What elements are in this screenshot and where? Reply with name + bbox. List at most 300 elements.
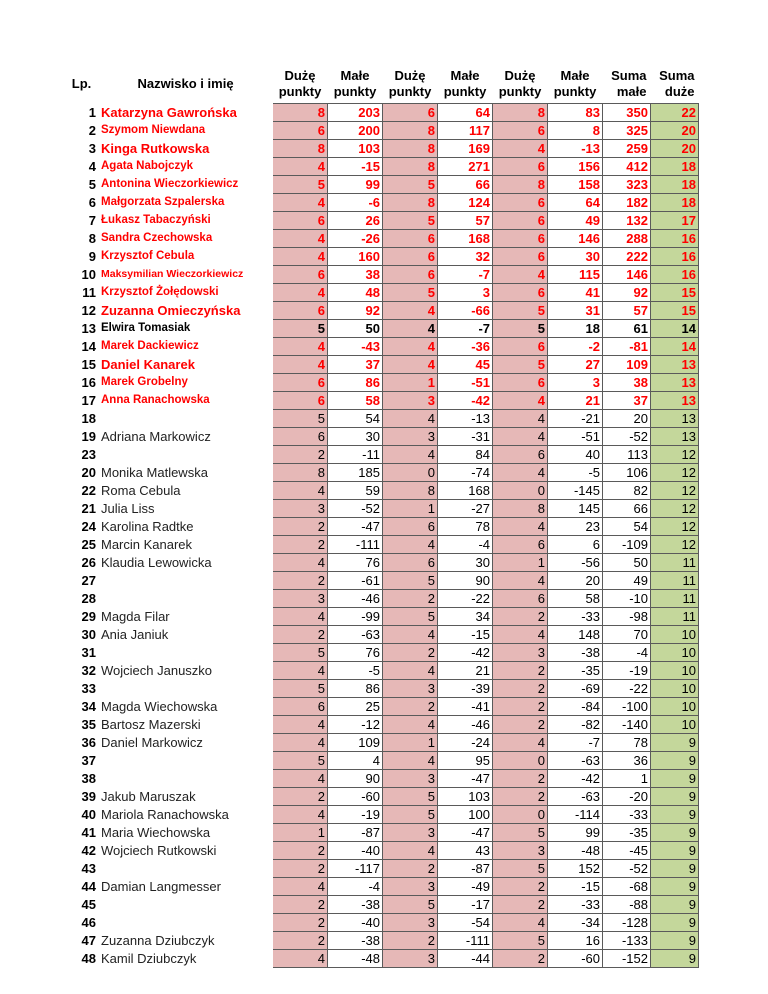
cell-col-6: -48: [548, 841, 603, 859]
header-lp: Lp.: [71, 75, 92, 91]
cell-col-6: 6: [548, 535, 603, 553]
cell-col-8: 17: [651, 211, 699, 229]
row-number: 35: [65, 715, 99, 733]
cell-col-6: 156: [548, 157, 603, 175]
cell-col-3: 4: [383, 715, 438, 733]
table-row: [65, 841, 699, 859]
cell-col-8: 9: [651, 787, 699, 805]
cell-col-6: -35: [548, 661, 603, 679]
cell-col-6: 40: [548, 445, 603, 463]
cell-col-4: 90: [438, 571, 493, 589]
cell-col-3: 4: [383, 535, 438, 553]
cell-col-8: 14: [651, 319, 699, 337]
cell-col-4: 271: [438, 157, 493, 175]
cell-col-1: 8: [273, 103, 328, 121]
cell-col-8: 9: [651, 823, 699, 841]
table-row: [65, 373, 699, 391]
cell-col-4: 21: [438, 661, 493, 679]
cell-col-7: 61: [603, 319, 651, 337]
cell-col-3: 4: [383, 319, 438, 337]
header-col-1: Dużę punkty: [278, 67, 322, 99]
cell-col-3: 0: [383, 463, 438, 481]
cell-col-2: -60: [328, 787, 383, 805]
cell-col-4: -7: [438, 265, 493, 283]
cell-col-2: 58: [328, 391, 383, 409]
cell-col-3: 5: [383, 175, 438, 193]
cell-col-7: -35: [603, 823, 651, 841]
cell-col-3: 4: [383, 841, 438, 859]
cell-col-5: 5: [493, 355, 548, 373]
cell-col-1: 5: [273, 409, 328, 427]
cell-col-7: 222: [603, 247, 651, 265]
cell-col-4: 103: [438, 787, 493, 805]
row-name: Jakub Maruszak: [99, 787, 273, 805]
table-row: [65, 895, 699, 913]
cell-col-1: 2: [273, 841, 328, 859]
cell-col-6: -42: [548, 769, 603, 787]
cell-col-5: 2: [493, 715, 548, 733]
cell-col-7: 38: [603, 373, 651, 391]
row-number: 7: [65, 211, 99, 229]
table-row: [65, 679, 699, 697]
header-name: Nazwisko i imię: [137, 75, 234, 91]
cell-col-2: -4: [328, 877, 383, 895]
cell-col-8: 9: [651, 805, 699, 823]
cell-col-3: 5: [383, 283, 438, 301]
cell-col-1: 2: [273, 517, 328, 535]
cell-col-5: 0: [493, 751, 548, 769]
cell-col-1: 4: [273, 553, 328, 571]
cell-col-6: -51: [548, 427, 603, 445]
cell-col-7: 146: [603, 265, 651, 283]
cell-col-4: -36: [438, 337, 493, 355]
cell-col-8: 11: [651, 571, 699, 589]
table-row: [65, 535, 699, 553]
row-name: [99, 643, 273, 661]
cell-col-6: -56: [548, 553, 603, 571]
cell-col-8: 11: [651, 607, 699, 625]
header-col-3: Dużę punkty: [388, 67, 432, 99]
cell-col-5: 2: [493, 607, 548, 625]
table-row: [65, 571, 699, 589]
cell-col-3: 4: [383, 445, 438, 463]
cell-col-6: 145: [548, 499, 603, 517]
row-name: [99, 679, 273, 697]
row-number: 26: [65, 553, 99, 571]
cell-col-6: -34: [548, 913, 603, 931]
cell-col-3: 6: [383, 553, 438, 571]
cell-col-2: -52: [328, 499, 383, 517]
cell-col-3: 8: [383, 157, 438, 175]
cell-col-4: -44: [438, 949, 493, 967]
table-row: [65, 247, 699, 265]
cell-col-3: 2: [383, 643, 438, 661]
cell-col-4: -31: [438, 427, 493, 445]
cell-col-7: 132: [603, 211, 651, 229]
row-number: 45: [65, 895, 99, 913]
row-number: 43: [65, 859, 99, 877]
header-col-2: Małe punkty: [333, 67, 377, 99]
cell-col-6: 16: [548, 931, 603, 949]
cell-col-8: 13: [651, 355, 699, 373]
table-row: [65, 643, 699, 661]
row-name: Anna Ranachowska: [99, 391, 273, 409]
cell-col-4: -4: [438, 535, 493, 553]
row-name: Maria Wiechowska: [99, 823, 273, 841]
cell-col-1: 2: [273, 445, 328, 463]
cell-col-5: 2: [493, 769, 548, 787]
row-name: Julia Liss: [99, 499, 273, 517]
cell-col-2: -46: [328, 589, 383, 607]
cell-col-3: 8: [383, 193, 438, 211]
row-name: Magda Filar: [99, 607, 273, 625]
cell-col-2: -48: [328, 949, 383, 967]
cell-col-3: 2: [383, 931, 438, 949]
cell-col-4: -74: [438, 463, 493, 481]
cell-col-7: -128: [603, 913, 651, 931]
cell-col-7: -52: [603, 859, 651, 877]
row-number: 32: [65, 661, 99, 679]
cell-col-8: 9: [651, 877, 699, 895]
cell-col-4: 45: [438, 355, 493, 373]
cell-col-6: -60: [548, 949, 603, 967]
row-name: Marcin Kanarek: [99, 535, 273, 553]
cell-col-6: -38: [548, 643, 603, 661]
table-row: [65, 229, 699, 247]
cell-col-2: 25: [328, 697, 383, 715]
cell-col-1: 4: [273, 733, 328, 751]
cell-col-4: 100: [438, 805, 493, 823]
cell-col-5: 8: [493, 175, 548, 193]
cell-col-2: 185: [328, 463, 383, 481]
table-row: [65, 301, 699, 319]
cell-col-4: -41: [438, 697, 493, 715]
cell-col-2: 109: [328, 733, 383, 751]
cell-col-5: 4: [493, 913, 548, 931]
row-number: 18: [65, 409, 99, 427]
cell-col-5: 1: [493, 553, 548, 571]
table-row: [65, 319, 699, 337]
cell-col-1: 4: [273, 607, 328, 625]
cell-col-1: 2: [273, 571, 328, 589]
cell-col-4: 3: [438, 283, 493, 301]
table-row: [65, 121, 699, 139]
row-name: Zuzanna Dziubczyk: [99, 931, 273, 949]
cell-col-6: -33: [548, 607, 603, 625]
row-name: Antonina Wieczorkiewicz: [99, 175, 273, 193]
row-number: 30: [65, 625, 99, 643]
cell-col-5: 2: [493, 787, 548, 805]
table-row: [65, 931, 699, 949]
cell-col-7: -10: [603, 589, 651, 607]
cell-col-4: -51: [438, 373, 493, 391]
cell-col-2: 54: [328, 409, 383, 427]
cell-col-5: 2: [493, 679, 548, 697]
table-row: [65, 409, 699, 427]
cell-col-3: 2: [383, 859, 438, 877]
table-row: [65, 391, 699, 409]
cell-col-2: -111: [328, 535, 383, 553]
table-row: [65, 949, 699, 967]
cell-col-1: 4: [273, 877, 328, 895]
cell-col-7: 325: [603, 121, 651, 139]
cell-col-6: 20: [548, 571, 603, 589]
cell-col-8: 9: [651, 913, 699, 931]
cell-col-5: 2: [493, 949, 548, 967]
cell-col-3: 6: [383, 103, 438, 121]
cell-col-7: -100: [603, 697, 651, 715]
row-name: [99, 409, 273, 427]
cell-col-1: 2: [273, 535, 328, 553]
cell-col-6: 152: [548, 859, 603, 877]
row-name: Daniel Markowicz: [99, 733, 273, 751]
row-number: 33: [65, 679, 99, 697]
cell-col-3: 1: [383, 499, 438, 517]
cell-col-6: -15: [548, 877, 603, 895]
cell-col-4: -66: [438, 301, 493, 319]
row-name: [99, 859, 273, 877]
cell-col-2: -11: [328, 445, 383, 463]
cell-col-6: 30: [548, 247, 603, 265]
cell-col-4: -42: [438, 643, 493, 661]
table-row: [65, 877, 699, 895]
cell-col-7: 1: [603, 769, 651, 787]
row-name: Mariola Ranachowska: [99, 805, 273, 823]
cell-col-8: 22: [651, 103, 699, 121]
cell-col-8: 9: [651, 841, 699, 859]
row-number: 17: [65, 391, 99, 409]
row-number: 2: [65, 121, 99, 139]
cell-col-3: 2: [383, 589, 438, 607]
cell-col-8: 9: [651, 949, 699, 967]
row-name: Szymom Niewdana: [99, 121, 273, 139]
table-row: [65, 103, 699, 121]
row-number: 44: [65, 877, 99, 895]
row-name: [99, 445, 273, 463]
header-sum-small: Suma małe: [611, 67, 647, 99]
cell-col-1: 4: [273, 769, 328, 787]
cell-col-8: 9: [651, 733, 699, 751]
cell-col-8: 13: [651, 373, 699, 391]
cell-col-6: 158: [548, 175, 603, 193]
table-row: [65, 445, 699, 463]
row-name: Daniel Kanarek: [99, 355, 273, 373]
cell-col-6: -69: [548, 679, 603, 697]
cell-col-3: 4: [383, 625, 438, 643]
cell-col-7: 106: [603, 463, 651, 481]
cell-col-3: 4: [383, 355, 438, 373]
cell-col-5: 2: [493, 877, 548, 895]
cell-col-4: 30: [438, 553, 493, 571]
cell-col-6: -7: [548, 733, 603, 751]
cell-col-5: 6: [493, 283, 548, 301]
cell-col-8: 10: [651, 679, 699, 697]
row-number: 46: [65, 913, 99, 931]
header-col-4: Małe punkty: [443, 67, 487, 99]
cell-col-5: 6: [493, 229, 548, 247]
cell-col-1: 3: [273, 499, 328, 517]
row-number: 25: [65, 535, 99, 553]
cell-col-4: 66: [438, 175, 493, 193]
cell-col-4: -111: [438, 931, 493, 949]
cell-col-7: 50: [603, 553, 651, 571]
cell-col-5: 4: [493, 571, 548, 589]
cell-col-3: 3: [383, 769, 438, 787]
row-name: Magda Wiechowska: [99, 697, 273, 715]
cell-col-1: 4: [273, 157, 328, 175]
cell-col-8: 16: [651, 265, 699, 283]
row-name: Elwira Tomasiak: [99, 319, 273, 337]
cell-col-4: 168: [438, 481, 493, 499]
cell-col-3: 4: [383, 661, 438, 679]
table-row: [65, 913, 699, 931]
row-number: 8: [65, 229, 99, 247]
row-name: Bartosz Mazerski: [99, 715, 273, 733]
cell-col-8: 9: [651, 931, 699, 949]
cell-col-3: 3: [383, 949, 438, 967]
cell-col-3: 3: [383, 679, 438, 697]
cell-col-1: 2: [273, 913, 328, 931]
cell-col-7: -52: [603, 427, 651, 445]
row-name: Monika Matlewska: [99, 463, 273, 481]
cell-col-8: 18: [651, 157, 699, 175]
cell-col-3: 3: [383, 823, 438, 841]
row-number: 12: [65, 301, 99, 319]
cell-col-1: 6: [273, 301, 328, 319]
row-name: Krzysztof Cebula: [99, 247, 273, 265]
cell-col-7: 49: [603, 571, 651, 589]
cell-col-8: 13: [651, 427, 699, 445]
cell-col-6: 148: [548, 625, 603, 643]
cell-col-8: 16: [651, 229, 699, 247]
cell-col-4: -13: [438, 409, 493, 427]
cell-col-5: 6: [493, 211, 548, 229]
row-number: 16: [65, 373, 99, 391]
cell-col-8: 10: [651, 625, 699, 643]
row-name: Karolina Radtke: [99, 517, 273, 535]
cell-col-4: 43: [438, 841, 493, 859]
cell-col-6: 83: [548, 103, 603, 121]
row-number: 39: [65, 787, 99, 805]
cell-col-7: 54: [603, 517, 651, 535]
row-name: Sandra Czechowska: [99, 229, 273, 247]
cell-col-8: 12: [651, 481, 699, 499]
cell-col-3: 5: [383, 805, 438, 823]
cell-col-5: 6: [493, 121, 548, 139]
cell-col-4: -7: [438, 319, 493, 337]
row-number: 40: [65, 805, 99, 823]
cell-col-6: 18: [548, 319, 603, 337]
cell-col-6: -114: [548, 805, 603, 823]
cell-col-2: -5: [328, 661, 383, 679]
cell-col-1: 2: [273, 787, 328, 805]
cell-col-5: 6: [493, 373, 548, 391]
table-row: [65, 175, 699, 193]
cell-col-8: 18: [651, 175, 699, 193]
cell-col-3: 5: [383, 211, 438, 229]
row-number: 15: [65, 355, 99, 373]
cell-col-7: 78: [603, 733, 651, 751]
cell-col-3: 3: [383, 427, 438, 445]
cell-col-2: 30: [328, 427, 383, 445]
row-name: Roma Cebula: [99, 481, 273, 499]
row-name: Kamil Dziubczyk: [99, 949, 273, 967]
cell-col-7: 37: [603, 391, 651, 409]
cell-col-3: 5: [383, 607, 438, 625]
table-row: [65, 553, 699, 571]
cell-col-1: 8: [273, 463, 328, 481]
row-name: [99, 913, 273, 931]
cell-col-6: -33: [548, 895, 603, 913]
cell-col-5: 5: [493, 319, 548, 337]
cell-col-6: 64: [548, 193, 603, 211]
cell-col-4: -49: [438, 877, 493, 895]
cell-col-5: 2: [493, 661, 548, 679]
cell-col-7: 109: [603, 355, 651, 373]
cell-col-4: -17: [438, 895, 493, 913]
cell-col-1: 4: [273, 283, 328, 301]
cell-col-4: -42: [438, 391, 493, 409]
cell-col-8: 9: [651, 751, 699, 769]
cell-col-5: 2: [493, 895, 548, 913]
header-row: [65, 65, 699, 103]
table-row: [65, 283, 699, 301]
table-row: [65, 427, 699, 445]
cell-col-8: 10: [651, 643, 699, 661]
cell-col-5: 4: [493, 139, 548, 157]
cell-col-2: 48: [328, 283, 383, 301]
cell-col-8: 20: [651, 139, 699, 157]
cell-col-8: 12: [651, 517, 699, 535]
cell-col-6: 27: [548, 355, 603, 373]
row-number: 48: [65, 949, 99, 967]
cell-col-4: 78: [438, 517, 493, 535]
cell-col-6: 115: [548, 265, 603, 283]
cell-col-4: -46: [438, 715, 493, 733]
cell-col-2: -26: [328, 229, 383, 247]
row-name: Damian Langmesser: [99, 877, 273, 895]
cell-col-1: 4: [273, 247, 328, 265]
cell-col-8: 14: [651, 337, 699, 355]
cell-col-1: 2: [273, 895, 328, 913]
cell-col-8: 10: [651, 697, 699, 715]
row-name: Małgorzata Szpalerska: [99, 193, 273, 211]
cell-col-4: 124: [438, 193, 493, 211]
cell-col-8: 10: [651, 661, 699, 679]
row-number: 9: [65, 247, 99, 265]
row-name: Zuzanna Omieczyńska: [99, 301, 273, 319]
cell-col-2: -12: [328, 715, 383, 733]
row-number: 41: [65, 823, 99, 841]
cell-col-7: 70: [603, 625, 651, 643]
table-body: [65, 103, 699, 967]
cell-col-2: 92: [328, 301, 383, 319]
cell-col-1: 6: [273, 121, 328, 139]
cell-col-1: 6: [273, 391, 328, 409]
row-name: Maksymilian Wieczorkiewicz: [99, 265, 273, 283]
table-row: [65, 589, 699, 607]
cell-col-8: 9: [651, 769, 699, 787]
cell-col-8: 10: [651, 715, 699, 733]
row-number: 20: [65, 463, 99, 481]
cell-col-4: -24: [438, 733, 493, 751]
row-number: 6: [65, 193, 99, 211]
cell-col-3: 6: [383, 229, 438, 247]
cell-col-3: 2: [383, 697, 438, 715]
cell-col-1: 4: [273, 193, 328, 211]
row-number: 37: [65, 751, 99, 769]
cell-col-1: 2: [273, 931, 328, 949]
